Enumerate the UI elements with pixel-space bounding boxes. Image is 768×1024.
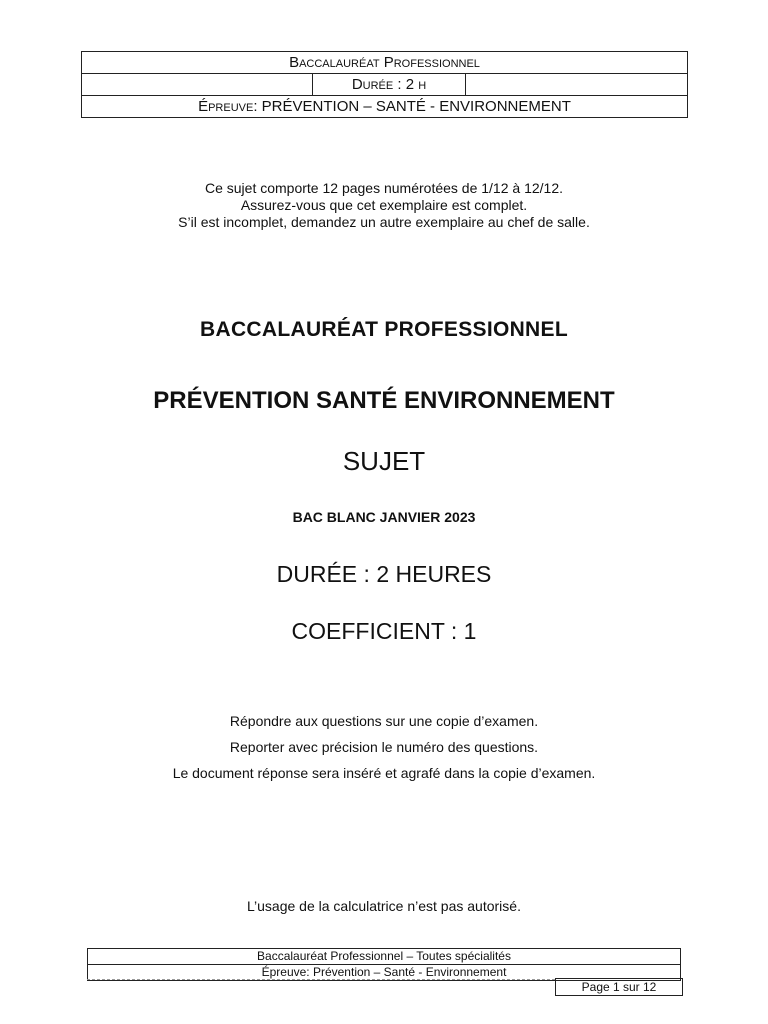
header-table — [81, 51, 688, 118]
page-number: Page 1 sur 12 — [555, 978, 683, 996]
duration-label: DURÉE : 2 HEURES — [276, 561, 492, 587]
main-subtitle: PRÉVENTION SANTÉ ENVIRONNEMENT — [153, 387, 615, 414]
sujet-label: SUJET — [342, 446, 426, 476]
instruction-line: Reporter avec précision le numéro des questions. — [229, 739, 539, 755]
calculator-note: L’usage de la calculatrice n’est pas autorisé. — [247, 898, 521, 914]
intro-block — [0, 180, 768, 231]
instruction-line: Le document réponse sera inséré et agrafé dans la copie d’examen. — [172, 765, 596, 781]
footer-line-2: Épreuve: Prévention – Santé - Environnement — [87, 964, 681, 981]
header-title: Baccalauréat Professionnel — [289, 54, 480, 71]
header-duration-text: Durée : 2 h — [351, 76, 427, 93]
main-title: BACCALAURÉAT PROFESSIONNEL — [200, 318, 568, 341]
header-duration-row — [82, 74, 687, 96]
footer-table — [87, 948, 681, 981]
instruction-line: Répondre aux questions sur une copie d’examen. — [229, 713, 539, 729]
coefficient-label: COEFFICIENT : 1 — [291, 618, 477, 644]
intro-line-3: S’il est incomplet, demandez un autre exemplaire au chef de salle. — [178, 214, 590, 230]
header-title-row — [82, 52, 687, 74]
header-epreuve-row — [82, 96, 687, 117]
intro-line-2: Assurez-vous que cet exemplaire est complet. — [240, 197, 528, 213]
footer-line-1: Baccalauréat Professionnel – Toutes spécialités — [87, 948, 681, 964]
session-label: BAC BLANC JANVIER 2023 — [292, 509, 476, 525]
instructions-block — [0, 708, 768, 786]
header-epreuve-name: : PRÉVENTION – SANTÉ - ENVIRONNEMENT — [253, 98, 571, 115]
footer-cut-line — [87, 979, 555, 981]
intro-line-1: Ce sujet comporte 12 pages numérotées de 1/12 à 12/12. — [204, 180, 563, 196]
header-epreuve-prefix: Épreuve — [198, 98, 254, 115]
header-duration — [312, 74, 466, 95]
